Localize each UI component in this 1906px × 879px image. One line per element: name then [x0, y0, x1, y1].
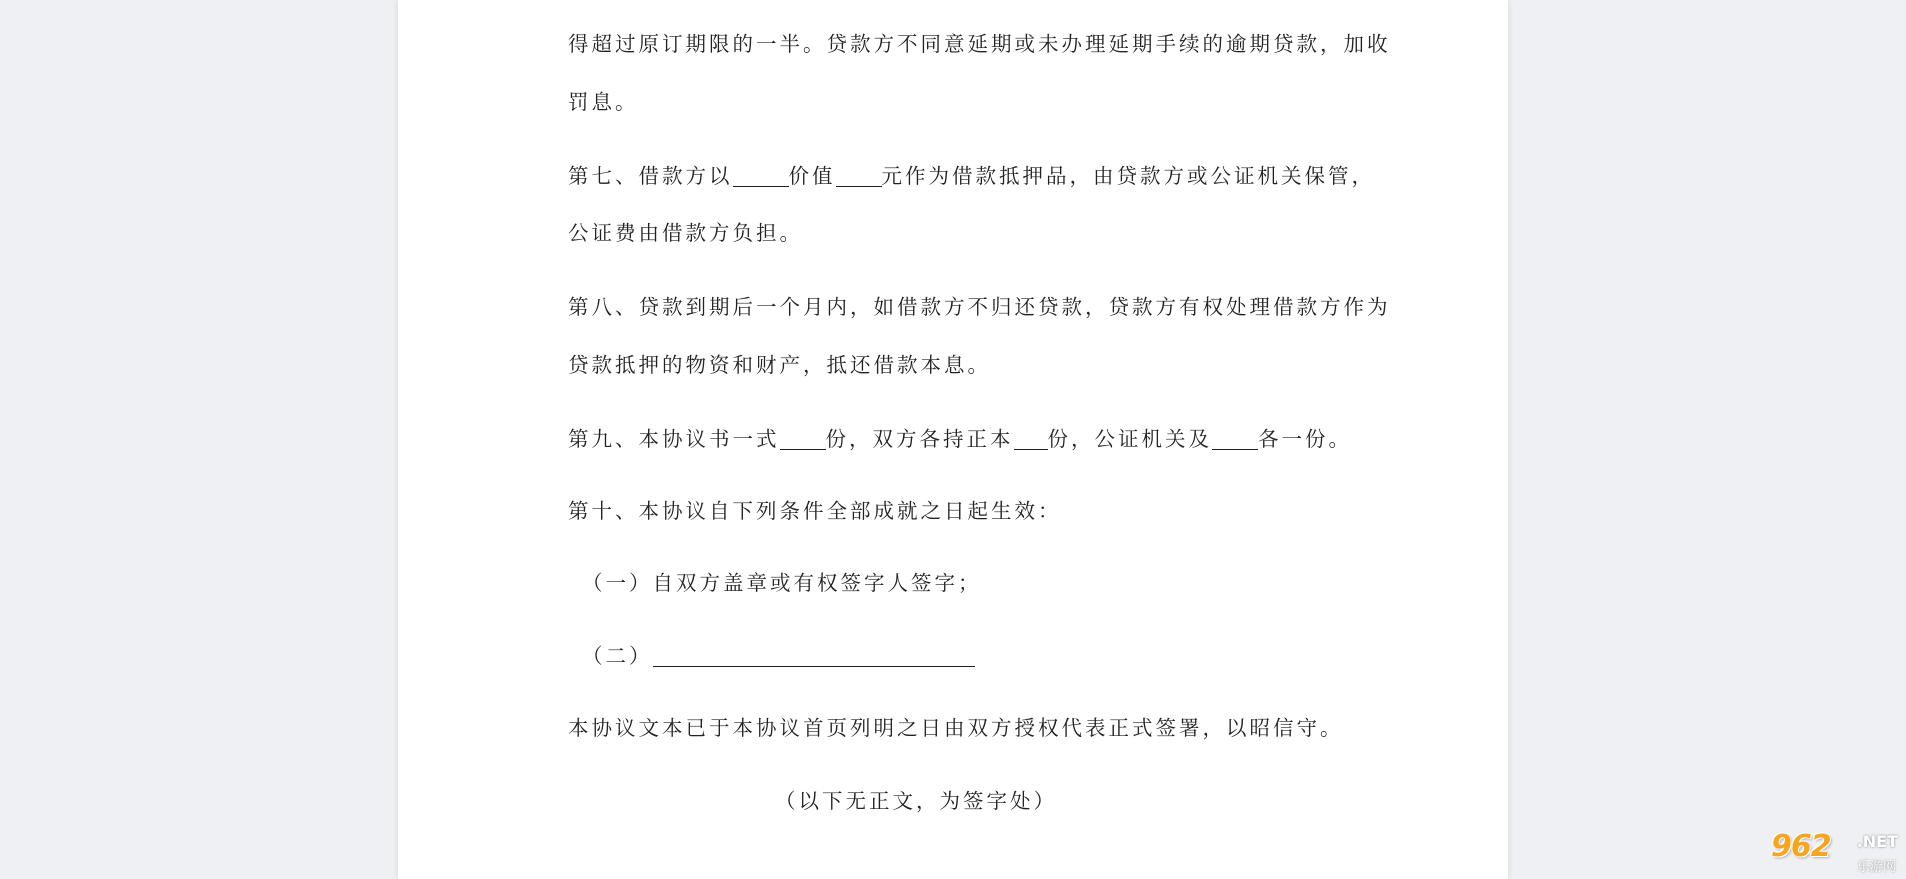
watermark-logo: 962: [1771, 829, 1831, 864]
clause9: [568, 429, 1352, 450]
clause9-text-b: 份，双方各持正本: [825, 427, 1014, 451]
blank-collateral: [733, 166, 789, 187]
clause9-text-d: 各一份。: [1258, 427, 1352, 451]
blank-other-party: [1212, 429, 1258, 450]
clause9-text-c: 份，公证机关及: [1047, 427, 1212, 451]
blank-value: [836, 166, 882, 187]
blank-copies-total: [780, 429, 826, 450]
clause7-line1: [568, 166, 1375, 187]
site-watermark: [1765, 829, 1900, 875]
blank-condition-2: [653, 646, 975, 667]
clause7-line2: 公证费由借款方负担。: [568, 221, 803, 245]
clause6-line1: 得超过原订期限的一半。贷款方不同意延期或未办理延期手续的逾期贷款，加收: [568, 32, 1391, 56]
clause7-text-c: 元作为借款抵押品，由贷款方或公证机关保管，: [881, 164, 1375, 188]
clause10: 第十、本协议自下列条件全部成就之日起生效：: [568, 499, 1062, 523]
closing-statement: 本协议文本已于本协议首页列明之日由双方授权代表正式签署，以昭信守。: [568, 716, 1344, 740]
condition-2: [582, 646, 975, 667]
condition-1: （一）自双方盖章或有权签字人签字；: [582, 571, 982, 595]
no-more-text-note: （以下无正文，为签字处）: [775, 789, 1057, 813]
watermark-site-name: 乐游网: [1856, 860, 1896, 875]
clause8-line1: 第八、贷款到期后一个月内，如借款方不归还贷款，贷款方有权处理借款方作为: [568, 295, 1391, 319]
blank-copies-each: [1014, 429, 1048, 450]
clause8-line2: 贷款抵押的物资和财产，抵还借款本息。: [568, 353, 991, 377]
clause7-text-b: 价值: [788, 164, 836, 188]
clause7-text-a: 第七、借款方以: [568, 164, 733, 188]
condition-2-label: （二）: [582, 644, 653, 668]
watermark-suffix: .NET: [1856, 832, 1898, 851]
clause9-text-a: 第九、本协议书一式: [568, 427, 780, 451]
clause6-line2: 罚息。: [568, 90, 639, 114]
